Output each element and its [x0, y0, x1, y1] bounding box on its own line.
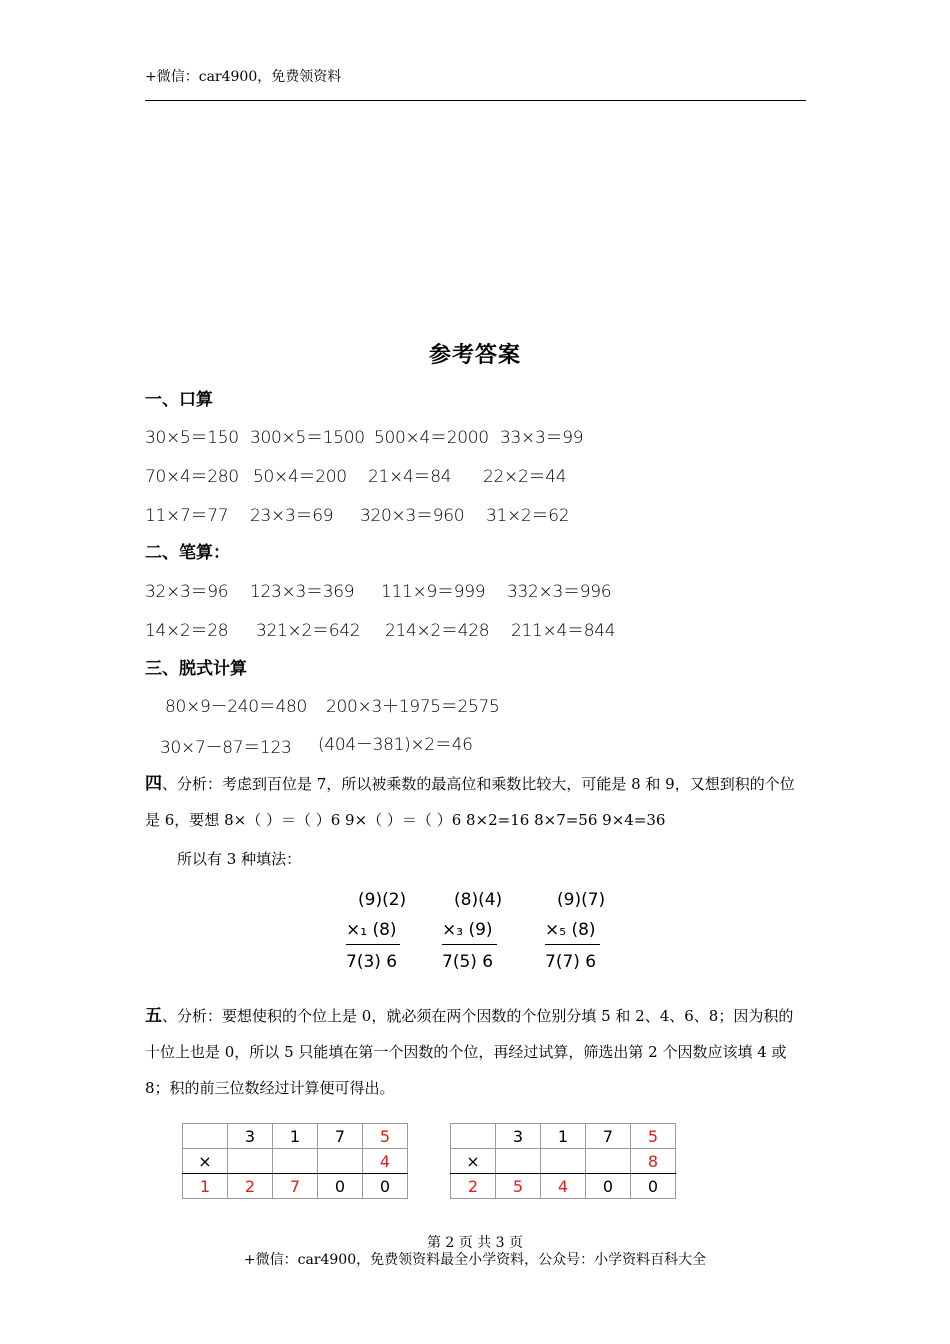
grid-cell [228, 1149, 273, 1174]
grid-cell [183, 1124, 228, 1149]
grid-cell [273, 1149, 318, 1174]
vm-top: (9)(7) [557, 890, 606, 910]
q5-text: 、分析：要想使积的个位上是 0，就必须在两个因数的个位别分填 5 和 2、4、6、8；因为积的十位上也是 0，所以 5 只能填在第一个因数的个位，再经过试算，筛选出第 2 个因数应该填 4 或 8；积的前三位数经过计算便可得出。 [145, 1007, 794, 1097]
written-eq: 214×2＝428 [385, 621, 490, 641]
header-text: +微信：car4900，免费领资料 [145, 69, 342, 85]
grid-cell [451, 1124, 496, 1149]
vm-multiplier: ×₁ (8) [346, 920, 397, 940]
oral-eq: 30×5＝150 [145, 428, 239, 448]
grid-cell: × [183, 1149, 228, 1174]
vm-result: 7(3) 6 [346, 952, 398, 972]
grid-cell: 4 [541, 1174, 586, 1199]
stepwise-eq: 200×3＋1975＝2575 [326, 697, 500, 717]
grid-row [183, 1174, 408, 1199]
footer-text: +微信：car4900，免费领资料最全小学资料，公众号：小学资料百科大全 [243, 1252, 707, 1268]
grid-cell: 7 [273, 1174, 318, 1199]
written-eq: 14×2＝28 [145, 621, 229, 641]
grid-cell: 1 [273, 1124, 318, 1149]
vm-multiplier: ×₅ (8) [545, 920, 596, 940]
oral-eq: 320×3＝960 [360, 506, 465, 526]
vm-top: (9)(2) [358, 890, 407, 910]
stepwise-eq: 30×7－87＝123 [160, 738, 292, 758]
q4-label: 四 [145, 774, 162, 794]
grid-row [451, 1174, 676, 1199]
section-oral-heading: 一、口算 [145, 390, 213, 410]
written-eq: 321×2＝642 [256, 621, 361, 641]
oral-eq: 500×4＝2000 [374, 428, 489, 448]
grid-cell: 3 [496, 1124, 541, 1149]
stepwise-eq: (404－381)×2＝46 [318, 735, 473, 755]
grid-cell: 0 [586, 1174, 631, 1199]
written-eq: 123×3＝369 [250, 582, 355, 602]
grid-cell: 5 [496, 1174, 541, 1199]
oral-eq: 31×2＝62 [486, 506, 570, 526]
oral-eq: 22×2＝44 [483, 467, 567, 487]
grid-cell: 7 [586, 1124, 631, 1149]
vm-rule [346, 944, 400, 945]
grid-cell: 0 [318, 1174, 363, 1199]
oral-eq: 21×4＝84 [368, 467, 452, 487]
vm-rule [442, 944, 497, 945]
section-stepwise-heading: 三、脱式计算 [145, 659, 247, 679]
grid-cell: 4 [363, 1149, 408, 1174]
stepwise-eq: 80×9－240＝480 [165, 697, 307, 717]
written-eq: 211×4＝844 [511, 621, 616, 641]
vm-result: 7(5) 6 [442, 952, 494, 972]
multiplication-grid [450, 1123, 676, 1199]
grid-row [451, 1124, 676, 1149]
oral-eq: 23×3＝69 [250, 506, 334, 526]
oral-eq: 300×5＝1500 [250, 428, 365, 448]
grid-cell: 2 [451, 1174, 496, 1199]
grid-cell: 7 [318, 1124, 363, 1149]
vm-result: 7(7) 6 [545, 952, 597, 972]
grid-cell: 5 [363, 1124, 408, 1149]
written-eq: 111×9＝999 [381, 582, 486, 602]
header-divider [145, 100, 806, 101]
written-eq: 32×3＝96 [145, 582, 229, 602]
vm-rule [545, 944, 600, 945]
grid-cell [541, 1149, 586, 1174]
grid-cell [318, 1149, 363, 1174]
vertical-multiplication [545, 890, 605, 980]
page-number: 第 2 页 共 3 页 [426, 1235, 524, 1251]
multiplication-grid [182, 1123, 408, 1199]
page-title: 参考答案 [428, 342, 521, 368]
written-eq: 332×3＝996 [507, 582, 612, 602]
q4-text: 、分析：考虑到百位是 7，所以被乘数的最高位和乘数比较大，可能是 8 和 9，又想到积的个位是 6，要想 8×（ ）＝（ ）6 9×（ ）＝（ ）6 8×2=16 8×7=56 9×4=36 [145, 775, 795, 829]
oral-eq: 33×3＝99 [500, 428, 584, 448]
oral-eq: 50×4＝200 [253, 467, 347, 487]
vertical-multiplication [346, 890, 406, 980]
grid-cell: 0 [631, 1174, 676, 1199]
grid-cell: 1 [541, 1124, 586, 1149]
vertical-multiplication [442, 890, 502, 980]
vm-top: (8)(4) [454, 890, 503, 910]
grid-cell: 5 [631, 1124, 676, 1149]
oral-eq: 70×4＝280 [145, 467, 239, 487]
grid-cell: 2 [228, 1174, 273, 1199]
grid-cell: 1 [183, 1174, 228, 1199]
vm-multiplier: ×₃ (9) [442, 920, 493, 940]
grid-cell: × [451, 1149, 496, 1174]
grid-row [183, 1149, 408, 1174]
q5-paragraph [145, 998, 807, 1106]
q5-label: 五 [145, 1006, 162, 1026]
grid-row [183, 1124, 408, 1149]
grid-row [451, 1149, 676, 1174]
grid-cell [586, 1149, 631, 1174]
oral-eq: 11×7＝77 [145, 506, 229, 526]
grid-cell: 3 [228, 1124, 273, 1149]
grid-cell: 0 [363, 1174, 408, 1199]
q4-note: 所以有 3 种填法： [177, 850, 302, 868]
grid-cell: 8 [631, 1149, 676, 1174]
grid-cell [496, 1149, 541, 1174]
section-written-heading: 二、笔算： [145, 543, 230, 563]
q4-paragraph [145, 766, 807, 838]
